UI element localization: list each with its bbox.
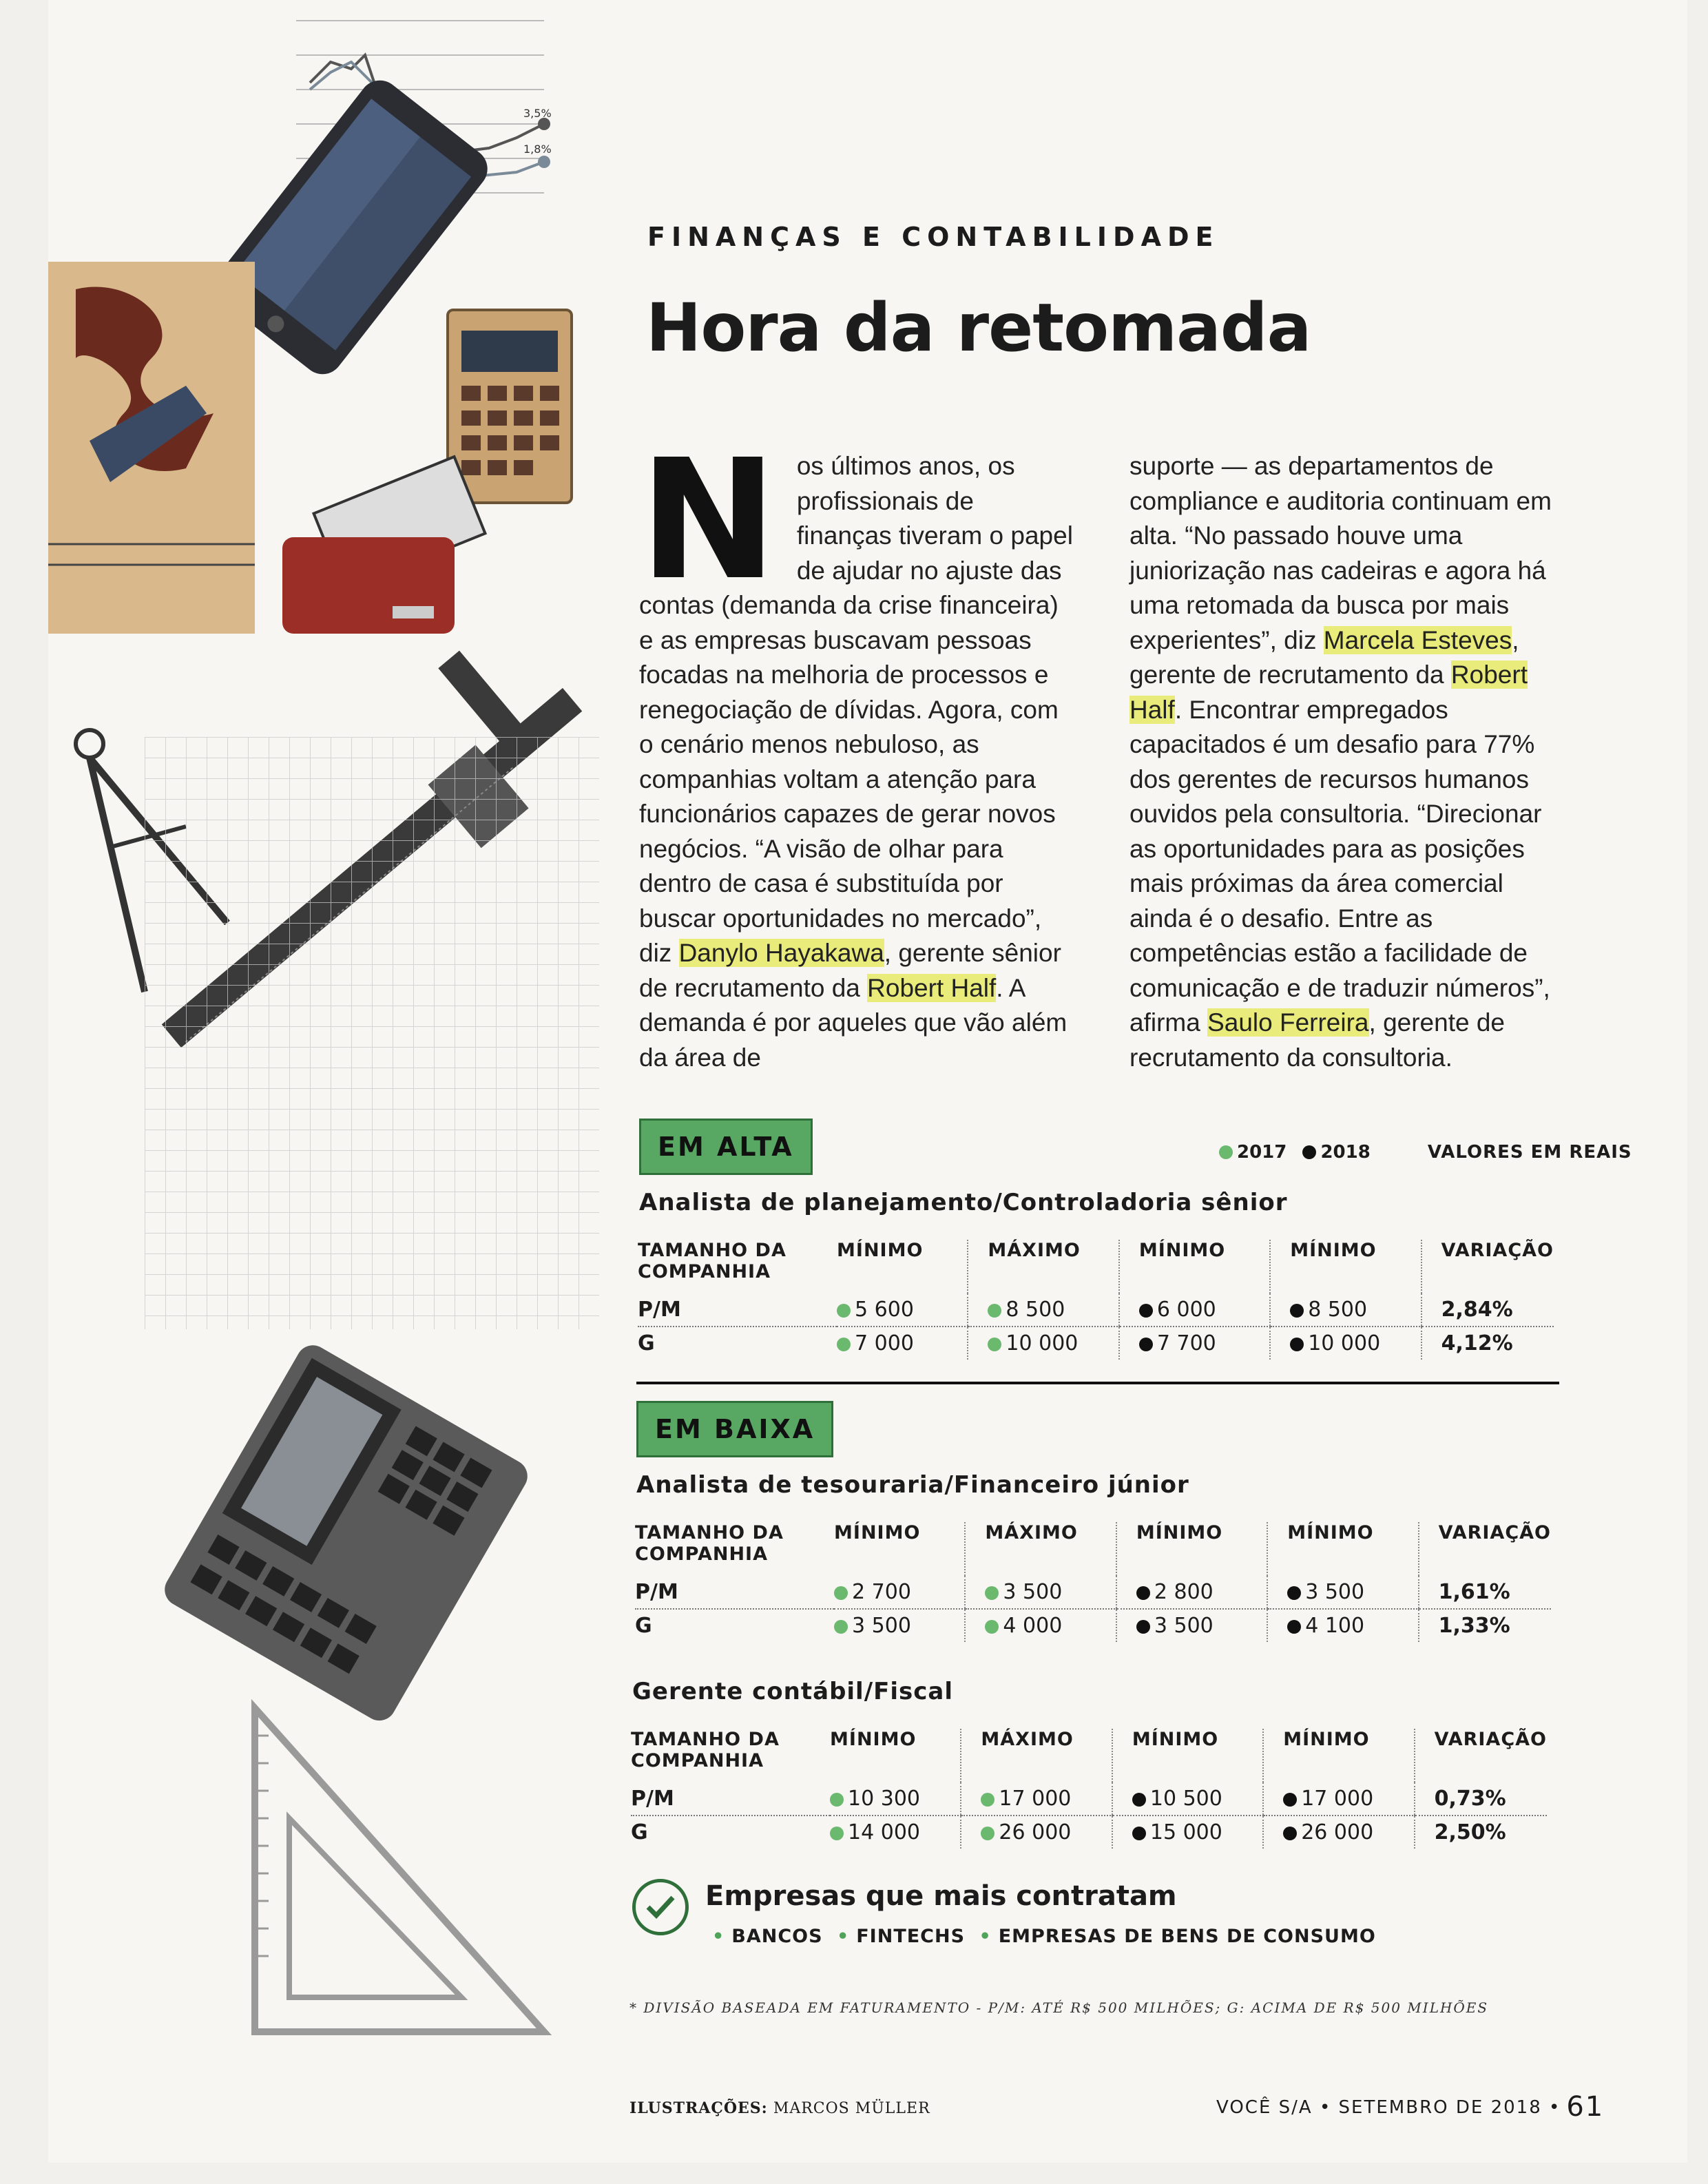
graph-paper-graphic — [145, 737, 599, 1329]
cell-value: 10 500 — [1112, 1782, 1263, 1816]
header-size: TAMANHO DA COMPANHIA — [635, 1522, 784, 1565]
cell-value: 10 000 — [1270, 1327, 1421, 1360]
cell-value: 5 600 — [837, 1293, 968, 1327]
cell-value: 15 000 — [1112, 1816, 1263, 1849]
salary-table-2 — [635, 1522, 1551, 1642]
salary-table-1 — [638, 1240, 1554, 1360]
header-min-2017: MÍNIMO — [837, 1240, 924, 1261]
cell-value: 6 000 — [1119, 1293, 1270, 1327]
hiring-item: EMPRESAS DE BENS DE CONSUMO — [998, 1926, 1376, 1947]
article-column-2 — [1129, 449, 1567, 1075]
legend — [1219, 1142, 1642, 1163]
drop-cap: N — [639, 424, 778, 616]
cell-variation: 4,12% — [1421, 1327, 1554, 1360]
header-max-2017: MÁXIMO — [968, 1240, 1118, 1293]
col2-text-lead: suporte — as departamentos de compliance e auditoria continuam em alta. “No passado houve uma juniorização nas cadeiras e agora há uma retomada da busca por mais experientes”, diz — [1129, 452, 1552, 654]
cell-variation: 1,33% — [1419, 1609, 1551, 1642]
cell-value: 14 000 — [830, 1816, 961, 1849]
credits-name: MARCOS MÜLLER — [773, 2100, 930, 2117]
legend-note: VALORES EM REAIS — [1427, 1142, 1632, 1163]
notebook-graphic — [48, 262, 255, 634]
cell-variation: 1,61% — [1419, 1576, 1551, 1609]
salary-table-3 — [631, 1729, 1547, 1849]
legend-dot-2017 — [1219, 1145, 1233, 1159]
highlight-org-2: Robert Half — [1129, 661, 1528, 724]
cell-value: 3 500 — [834, 1609, 965, 1642]
calculator-graphic — [448, 310, 572, 503]
col2-text-end: , gerente de recrutamento da consultoria. — [1129, 1008, 1505, 1072]
headline: Hora da retomada — [646, 289, 1311, 366]
section-label: FINANÇAS E CONTABILIDADE — [647, 222, 1220, 252]
table-header-row — [638, 1240, 1554, 1293]
cell-value: 4 000 — [965, 1609, 1116, 1642]
cell-value: 10 000 — [968, 1327, 1118, 1360]
cell-value: 17 000 — [961, 1782, 1112, 1816]
header-min-2017: MÍNIMO — [834, 1522, 921, 1543]
chart-label-2: 1,8% — [523, 143, 552, 156]
table-row — [638, 1293, 1554, 1327]
em-baixa-tag: EM BAIXA — [636, 1401, 833, 1457]
header-max-2017: MÁXIMO — [961, 1729, 1112, 1782]
table-header-row — [631, 1729, 1547, 1782]
cell-value: 3 500 — [1116, 1609, 1267, 1642]
col2-text-mid2: . Encontrar empregados capacitados é um desafio para 77% dos gerentes de recursos humanos ouvidos pela consultoria. “Direcionar as oportunidades para as posições mais próximas da área comercial ainda é o desafio. Entre as competências estão a facilidade de comunicação e de traduzir números”, afirma — [1129, 695, 1550, 1037]
hiring-item: FINTECHS — [856, 1926, 966, 1947]
cell-value: 8 500 — [968, 1293, 1118, 1327]
header-max-2018: MÍNIMO — [1270, 1240, 1421, 1293]
article-column-1 — [639, 424, 1073, 1075]
highlight-name-1: Danylo Hayakawa — [678, 939, 884, 967]
row-size: G — [631, 1820, 648, 1844]
col1-text-mid: , gerente sênior de recrutamento da — [639, 939, 1061, 1002]
cell-value: 7 700 — [1119, 1327, 1270, 1360]
col1-text-lead: os últimos anos, os profissionais de finanças tiveram o papel de ajudar no ajuste das contas (demanda da crise financeira) e as empresas buscavam pessoas focadas na melhoria de processos e renegociação de dívidas. Agora, com o cenário menos nebuloso, as companhias voltam a atenção para funcionários capazes de gerar novos negócios. “A visão de olhar para dentro de casa é substituída por buscar oportunidades no mercado”, diz — [639, 452, 1073, 967]
page-folio — [1216, 2091, 1604, 2123]
table-title-2: Analista de tesouraria/Financeiro júnior — [636, 1471, 1189, 1499]
cell-value: 3 500 — [1267, 1576, 1418, 1609]
row-size: P/M — [635, 1576, 834, 1609]
header-variation: VARIAÇÃO — [1421, 1240, 1554, 1293]
header-min-2018: MÍNIMO — [1116, 1522, 1267, 1576]
em-alta-tag: EM ALTA — [639, 1119, 813, 1175]
header-variation: VARIAÇÃO — [1415, 1729, 1547, 1782]
cell-variation: 2,50% — [1415, 1816, 1547, 1849]
footnote: * DIVISÃO BASEADA EM FATURAMENTO - P/M: ATÉ R$ 500 MILHÕES; G: ACIMA DE R$ 500 MILHÕES — [629, 1999, 1489, 2016]
header-max-2017: MÁXIMO — [965, 1522, 1116, 1576]
table-row — [631, 1782, 1547, 1816]
row-size: G — [635, 1614, 652, 1638]
table-title-1: Analista de planejamento/Controladoria sênior — [639, 1189, 1288, 1216]
cell-value: 3 500 — [965, 1576, 1116, 1609]
set-square-graphic — [255, 1708, 544, 2032]
col1-text-end: . A demanda é por aqueles que vão além da área de — [639, 973, 1068, 1072]
header-min-2018: MÍNIMO — [1119, 1240, 1270, 1293]
legend-2017: 2017 — [1219, 1142, 1287, 1163]
cell-variation: 0,73% — [1415, 1782, 1547, 1816]
checkmark-icon — [632, 1879, 689, 1935]
legend-dot-2018 — [1302, 1145, 1316, 1159]
cell-value: 4 100 — [1267, 1609, 1418, 1642]
hiring-list: • BANCOS • FINTECHS • EMPRESAS DE BENS DE CONSUMO — [712, 1926, 1376, 1947]
illustration-panel — [48, 0, 640, 2135]
row-size: P/M — [631, 1782, 830, 1816]
header-variation: VARIAÇÃO — [1419, 1522, 1551, 1576]
table-row — [631, 1816, 1547, 1849]
table-row — [638, 1327, 1554, 1360]
header-max-2018: MÍNIMO — [1267, 1522, 1418, 1576]
chart-label-1: 3,5% — [523, 107, 552, 120]
cell-value: 17 000 — [1263, 1782, 1414, 1816]
page-number: 61 — [1566, 2091, 1605, 2123]
header-min-2017: MÍNIMO — [830, 1729, 917, 1750]
col2-text-mid: , gerente de recrutamento da — [1129, 625, 1519, 689]
cell-value: 10 300 — [830, 1782, 961, 1816]
hiring-title: Empresas que mais contratam — [705, 1880, 1177, 1912]
cell-value: 2 800 — [1116, 1576, 1267, 1609]
legend-2018: 2018 — [1302, 1142, 1370, 1163]
row-size: G — [638, 1331, 655, 1355]
table-row — [635, 1609, 1551, 1642]
section-divider — [636, 1382, 1559, 1384]
cell-variation: 2,84% — [1421, 1293, 1554, 1327]
header-min-2018: MÍNIMO — [1112, 1729, 1263, 1782]
table-header-row — [635, 1522, 1551, 1576]
cell-value: 2 700 — [834, 1576, 965, 1609]
cell-value: 8 500 — [1270, 1293, 1421, 1327]
highlight-name-2: Marcela Esteves — [1323, 625, 1512, 654]
header-size: TAMANHO DA COMPANHIA — [638, 1240, 787, 1282]
table-title-3: Gerente contábil/Fiscal — [632, 1678, 953, 1705]
cell-value: 7 000 — [837, 1327, 968, 1360]
row-size: P/M — [638, 1293, 837, 1327]
header-max-2018: MÍNIMO — [1263, 1729, 1414, 1782]
wallet-graphic — [282, 457, 502, 634]
highlight-name-3: Saulo Ferreira — [1207, 1008, 1369, 1037]
illustration-credits — [629, 2099, 930, 2117]
hiring-item: BANCOS — [731, 1926, 823, 1947]
header-size: TAMANHO DA COMPANHIA — [631, 1729, 780, 1771]
highlight-org-1: Robert Half — [867, 973, 997, 1002]
credits-label: ILUSTRAÇÕES: — [629, 2099, 768, 2117]
cell-value: 26 000 — [961, 1816, 1112, 1849]
cell-value: 26 000 — [1263, 1816, 1414, 1849]
large-calculator-graphic — [158, 1339, 533, 1726]
table-row — [635, 1576, 1551, 1609]
folio-text: VOCÊ S/A • SETEMBRO DE 2018 • — [1216, 2097, 1561, 2118]
